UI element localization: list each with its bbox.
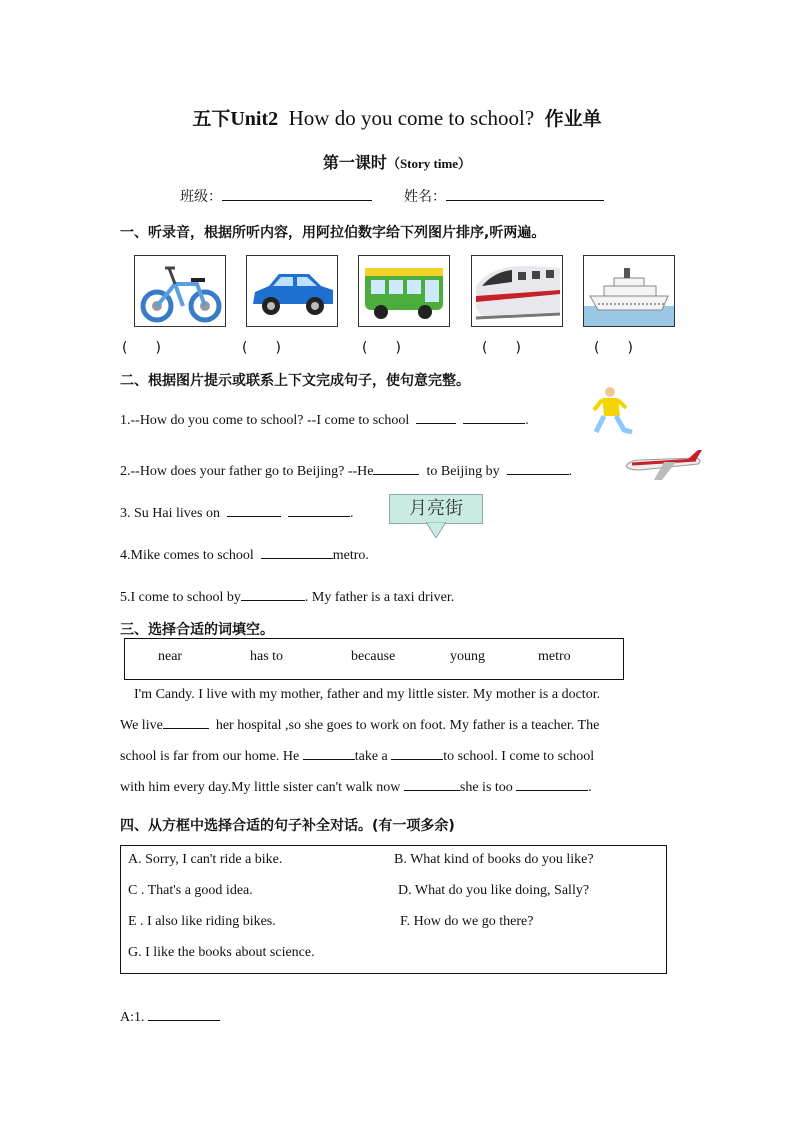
section1-heading: 一、听录音，根据所听内容，用阿拉伯数字给下列图片排序,听两遍。 xyxy=(120,225,546,241)
order-paren-3[interactable]: ( ) xyxy=(362,340,401,356)
option-b: B. What kind of books do you like? xyxy=(394,852,594,867)
section3-heading: 三、选择合适的词填空。 xyxy=(120,622,274,638)
passage-line-1: I'm Candy. I live with my mother, father and my little sister. My mother is a doctor. xyxy=(134,687,601,702)
q1-blank-2[interactable] xyxy=(463,411,525,424)
option-f: F. How do we go there? xyxy=(400,914,534,929)
section4-heading: 四、从方框中选择合适的句子补全对话。(有一项多余) xyxy=(120,818,455,834)
airplane-icon xyxy=(624,448,704,489)
passage-line-4: with him every day.My little sister can't walk now she is too . xyxy=(120,780,592,795)
car-icon xyxy=(246,255,338,327)
street-sign-label: 月亮街 xyxy=(409,498,463,519)
question-2: 2.--How does your father go to Beijing? --He to Beijing by . xyxy=(120,464,573,479)
question-4: 4.Mike comes to school metro. xyxy=(120,548,369,563)
option-c: C . That's a good idea. xyxy=(128,883,253,898)
q1-blank-1[interactable] xyxy=(416,411,456,424)
word-near: near xyxy=(158,649,183,664)
q5-blank[interactable] xyxy=(241,588,305,601)
word-metro: metro xyxy=(538,649,571,664)
q3-blank-2[interactable] xyxy=(288,504,350,517)
order-paren-4[interactable]: ( ) xyxy=(482,340,521,356)
dialogue-line-1: A:1. xyxy=(120,1008,220,1026)
word-because: because xyxy=(351,649,396,664)
street-sign xyxy=(389,494,483,524)
order-paren-5[interactable]: ( ) xyxy=(594,340,633,356)
option-d: D. What do you like doing, Sally? xyxy=(398,883,590,898)
word-has-to: has to xyxy=(250,649,284,664)
page-title: 五下Unit2 How do you come to school? 作业单 xyxy=(192,106,602,130)
sign-arrow-icon xyxy=(426,522,446,543)
passage-blank-5[interactable] xyxy=(516,778,588,791)
q4-blank[interactable] xyxy=(261,546,333,559)
question-1: 1.--How do you come to school? --I come to school . xyxy=(120,413,529,428)
dialogue-blank-1[interactable] xyxy=(148,1008,220,1021)
passage-line-3: school is far from our home. He take a to school. I come to school xyxy=(120,749,595,764)
bike-icon xyxy=(134,255,226,327)
option-g: G. I like the books about science. xyxy=(128,945,315,960)
name-field: 姓名： xyxy=(404,186,604,206)
bus-icon xyxy=(358,255,450,327)
ship-icon xyxy=(583,255,675,327)
q3-blank-1[interactable] xyxy=(227,504,281,517)
question-3: 3. Su Hai lives on . xyxy=(120,506,354,521)
section2-heading: 二、根据图片提示或联系上下文完成句子，使句意完整。 xyxy=(120,373,470,389)
order-paren-2[interactable]: ( ) xyxy=(242,340,281,356)
passage-blank-3[interactable] xyxy=(391,747,443,760)
title-question: How do you come to school? xyxy=(288,106,535,130)
option-a: A. Sorry, I can't ride a bike. xyxy=(128,852,283,867)
q2-blank-1[interactable] xyxy=(373,462,419,475)
passage-blank-2[interactable] xyxy=(303,747,355,760)
lesson-subtitle: 第一课时（Story time） xyxy=(322,153,472,172)
word-young: young xyxy=(450,649,485,664)
class-blank[interactable] xyxy=(222,186,372,201)
order-paren-1[interactable]: ( ) xyxy=(122,340,161,356)
walking-person-icon xyxy=(586,386,640,445)
passage-line-2: We live her hospital ,so she goes to work on foot. My father is a teacher. The xyxy=(120,718,600,733)
passage-blank-4[interactable] xyxy=(404,778,460,791)
option-e: E . I also like riding bikes. xyxy=(128,914,276,929)
train-icon xyxy=(471,255,563,327)
passage xyxy=(120,679,675,803)
passage-blank-1[interactable] xyxy=(163,716,209,729)
question-5: 5.I come to school by . My father is a taxi driver. xyxy=(120,590,455,605)
q2-blank-2[interactable] xyxy=(507,462,569,475)
name-blank[interactable] xyxy=(446,186,604,201)
class-field: 班级： xyxy=(180,186,372,206)
